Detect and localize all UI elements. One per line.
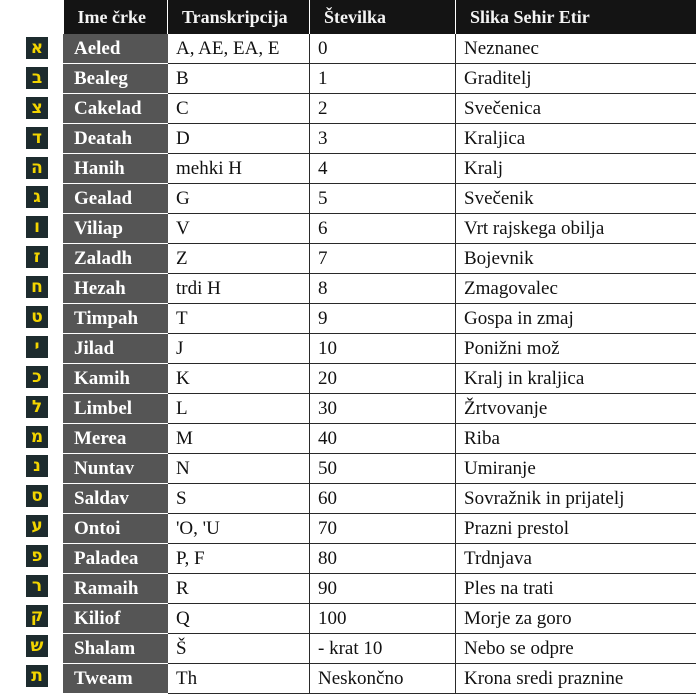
image-cell: Trdnjava [456, 544, 696, 574]
transcription-cell: M [168, 424, 310, 454]
image-cell: Riba [456, 424, 696, 454]
transcription-cell: Š [168, 634, 310, 664]
number-cell: - krat 10 [310, 634, 456, 664]
number-cell: 70 [310, 514, 456, 544]
letter-name-cell: Nuntav [64, 454, 168, 484]
image-cell: Prazni prestol [456, 514, 696, 544]
number-cell: 4 [310, 154, 456, 184]
letter-glyph-icon: מ [26, 426, 48, 448]
table-row [64, 154, 696, 184]
transcription-cell: mehki H [168, 154, 310, 184]
number-cell: 10 [310, 334, 456, 364]
letter-glyph-icon: י [26, 336, 48, 358]
letter-name-cell: Jilad [64, 334, 168, 364]
transcription-cell: A, AE, EA, E [168, 34, 310, 64]
image-cell: Kralj in kraljica [456, 364, 696, 394]
table-row [64, 124, 696, 154]
transcription-cell: S [168, 484, 310, 514]
letter-name-cell: Kamih [64, 364, 168, 394]
image-cell: Žrtvovanje [456, 394, 696, 424]
table-row [64, 664, 696, 694]
number-cell: 90 [310, 574, 456, 604]
number-cell: 2 [310, 94, 456, 124]
letter-name-cell: Bealeg [64, 64, 168, 94]
table-row [64, 364, 696, 394]
transcription-cell: R [168, 574, 310, 604]
letter-name-cell: Paladea [64, 544, 168, 574]
letter-glyph-icon: נ [26, 455, 48, 477]
letter-name-cell: Tweam [64, 664, 168, 694]
transcription-cell: Th [168, 664, 310, 694]
letter-glyph-icon: ת [26, 665, 48, 687]
letter-glyph-icon: ט [26, 306, 48, 328]
letter-name-cell: Deatah [64, 124, 168, 154]
number-cell: 5 [310, 184, 456, 214]
image-cell: Krona sredi praznine [456, 664, 696, 694]
table-row [64, 574, 696, 604]
table-row [64, 634, 696, 664]
header-row [64, 0, 696, 34]
image-cell: Vrt rajskega obilja [456, 214, 696, 244]
number-cell: Neskončno [310, 664, 456, 694]
alphabet-table [63, 0, 696, 694]
image-cell: Gospa in zmaj [456, 304, 696, 334]
header-number: Številka [310, 0, 456, 34]
letter-glyph-icon: צ [26, 97, 48, 119]
transcription-cell: Z [168, 244, 310, 274]
letter-glyph-icon: ח [26, 276, 48, 298]
table-row [64, 454, 696, 484]
letter-glyph-icon: ד [26, 127, 48, 149]
number-cell: 40 [310, 424, 456, 454]
table-row [64, 214, 696, 244]
letter-name-cell: Limbel [64, 394, 168, 424]
number-cell: 7 [310, 244, 456, 274]
letter-glyph-icon: ס [26, 485, 48, 507]
image-cell: Kralj [456, 154, 696, 184]
table-row [64, 34, 696, 64]
image-cell: Svečenik [456, 184, 696, 214]
letter-name-cell: Shalam [64, 634, 168, 664]
transcription-cell: trdi H [168, 274, 310, 304]
transcription-cell: V [168, 214, 310, 244]
header-image: Slika Sehir Etir [456, 0, 696, 34]
number-cell: 80 [310, 544, 456, 574]
image-cell: Svečenica [456, 94, 696, 124]
image-cell: Umiranje [456, 454, 696, 484]
letter-glyph-icon: ש [26, 635, 48, 657]
number-cell: 1 [310, 64, 456, 94]
image-cell: Neznanec [456, 34, 696, 64]
letter-name-cell: Ontoi [64, 514, 168, 544]
letter-name-cell: Gealad [64, 184, 168, 214]
letter-name-cell: Ramaih [64, 574, 168, 604]
letter-name-cell: Hezah [64, 274, 168, 304]
image-cell: Morje za goro [456, 604, 696, 634]
image-cell: Nebo se odpre [456, 634, 696, 664]
transcription-cell: C [168, 94, 310, 124]
number-cell: 3 [310, 124, 456, 154]
number-cell: 30 [310, 394, 456, 424]
header-letter-name: Ime črke [64, 0, 168, 34]
image-cell: Ponižni mož [456, 334, 696, 364]
table-row [64, 184, 696, 214]
table-row [64, 244, 696, 274]
table-row [64, 394, 696, 424]
letter-name-cell: Hanih [64, 154, 168, 184]
letter-glyph-icon: ע [26, 515, 48, 537]
letter-name-cell: Kiliof [64, 604, 168, 634]
number-cell: 6 [310, 214, 456, 244]
letter-glyph-icon: ל [26, 396, 48, 418]
table-row [64, 274, 696, 304]
table-row [64, 64, 696, 94]
letter-name-cell: Timpah [64, 304, 168, 334]
number-cell: 9 [310, 304, 456, 334]
transcription-cell: B [168, 64, 310, 94]
letter-glyph-icon: ג [26, 186, 48, 208]
transcription-cell: Q [168, 604, 310, 634]
transcription-cell: N [168, 454, 310, 484]
letter-glyph-icon: א [26, 37, 48, 59]
transcription-cell: T [168, 304, 310, 334]
number-cell: 8 [310, 274, 456, 304]
letter-name-cell: Viliap [64, 214, 168, 244]
table-row [64, 334, 696, 364]
letter-glyph-icon: ה [26, 157, 48, 179]
image-cell: Graditelj [456, 64, 696, 94]
letter-glyph-icon: ק [26, 605, 48, 627]
image-cell: Kraljica [456, 124, 696, 154]
image-cell: Bojevnik [456, 244, 696, 274]
letter-glyph-icon: כ [26, 366, 48, 388]
transcription-cell: 'O, 'U [168, 514, 310, 544]
letter-glyph-icon: ב [26, 67, 48, 89]
table-row [64, 424, 696, 454]
table-row [64, 514, 696, 544]
table-row [64, 304, 696, 334]
letter-name-cell: Aeled [64, 34, 168, 64]
number-cell: 20 [310, 364, 456, 394]
transcription-cell: D [168, 124, 310, 154]
table-row [64, 94, 696, 124]
letter-name-cell: Cakelad [64, 94, 168, 124]
table-row [64, 604, 696, 634]
image-cell: Sovražnik in prijatelj [456, 484, 696, 514]
table-row [64, 544, 696, 574]
header-transcription: Transkripcija [168, 0, 310, 34]
transcription-cell: J [168, 334, 310, 364]
letter-glyph-column [26, 37, 48, 695]
letter-name-cell: Saldav [64, 484, 168, 514]
number-cell: 100 [310, 604, 456, 634]
transcription-cell: G [168, 184, 310, 214]
number-cell: 50 [310, 454, 456, 484]
table-row [64, 484, 696, 514]
image-cell: Zmagovalec [456, 274, 696, 304]
number-cell: 0 [310, 34, 456, 64]
letter-glyph-icon: ז [26, 246, 48, 268]
transcription-cell: L [168, 394, 310, 424]
transcription-cell: P, F [168, 544, 310, 574]
letter-glyph-icon: פ [26, 545, 48, 567]
number-cell: 60 [310, 484, 456, 514]
letter-glyph-icon: ר [26, 575, 48, 597]
letter-name-cell: Zaladh [64, 244, 168, 274]
letter-name-cell: Merea [64, 424, 168, 454]
image-cell: Ples na trati [456, 574, 696, 604]
letter-glyph-icon: ו [26, 216, 48, 238]
transcription-cell: K [168, 364, 310, 394]
